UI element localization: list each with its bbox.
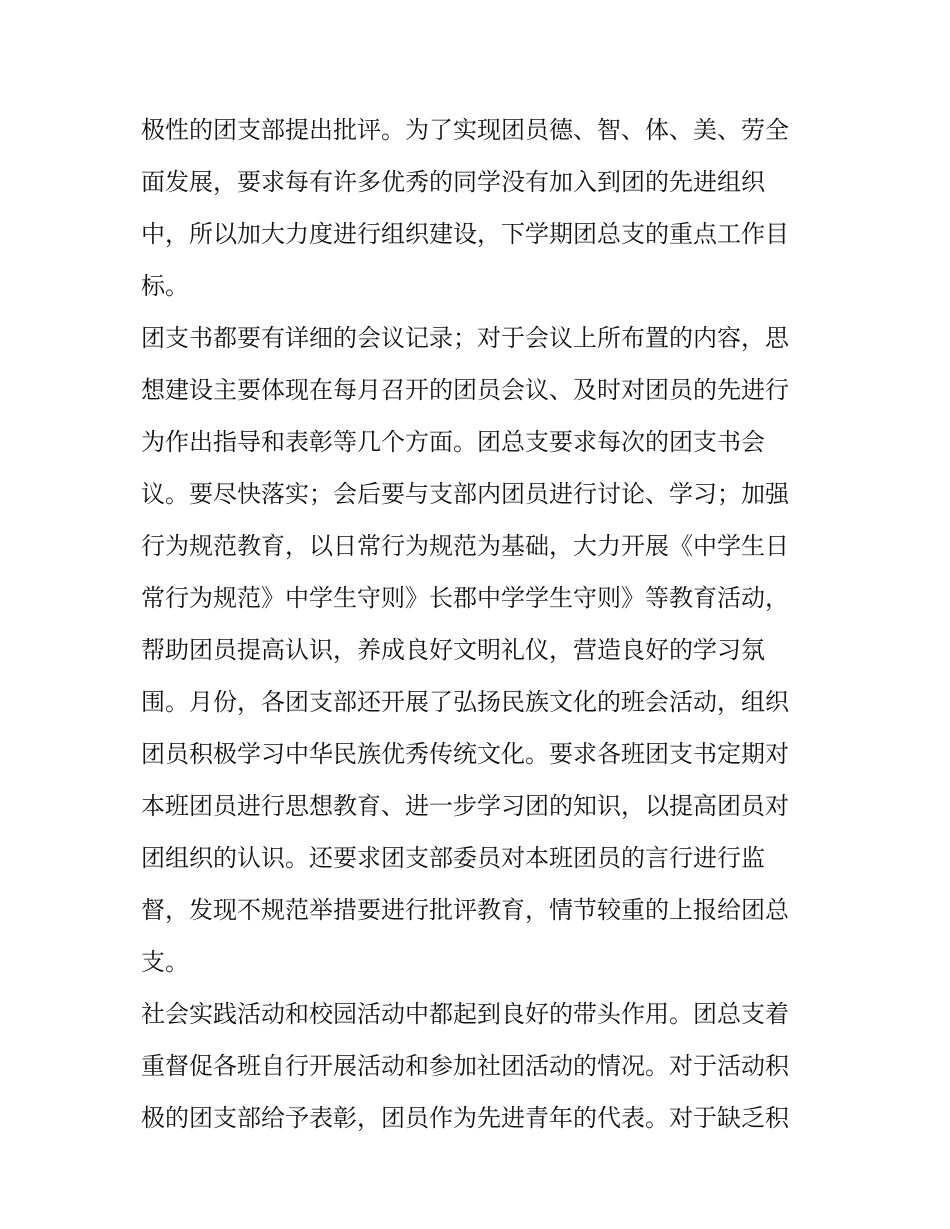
text-line: 团员积极学习中华民族优秀传统文化。要求各班团支书定期对 [141, 740, 789, 768]
text-line: 重督促各班自行开展活动和参加社团活动的情况。对于活动积 [141, 1052, 789, 1080]
text-line: 团组织的认识。还要求团支部委员对本班团员的言行进行监 [141, 844, 765, 872]
text-line: 极性的团支部提出批评。为了实现团员德、智、体、美、劳全 [141, 116, 789, 144]
text-line: 标。 [141, 272, 189, 300]
text-line: 支。 [141, 948, 189, 976]
text-line: 围。月份，各团支部还开展了弘扬民族文化的班会活动，组织 [141, 688, 789, 716]
text-line: 本班团员进行思想教育、进一步学习团的知识，以提高团员对 [141, 792, 789, 820]
text-line: 议。要尽快落实；会后要与支部内团员进行讨论、学习；加强 [141, 480, 789, 508]
text-line: 督，发现不规范举措要进行批评教育，情节较重的上报给团总 [141, 896, 789, 924]
text-line: 为作出指导和表彰等几个方面。团总支要求每次的团支书会 [141, 428, 765, 456]
text-line: 帮助团员提高认识，养成良好文明礼仪，营造良好的学习氛 [141, 636, 765, 664]
text-line: 行为规范教育，以日常行为规范为基础，大力开展《中学生日 [141, 532, 789, 560]
text-line: 极的团支部给予表彰，团员作为先进青年的代表。对于缺乏积 [141, 1104, 789, 1132]
text-line: 社会实践活动和校园活动中都起到良好的带头作用。团总支着 [141, 1000, 789, 1028]
text-line: 常行为规范》中学生守则》长郡中学学生守则》等教育活动， [141, 584, 789, 612]
document-body [141, 104, 813, 1144]
text-line: 面发展，要求每有许多优秀的同学没有加入到团的先进组织 [141, 168, 765, 196]
text-line: 团支书都要有详细的会议记录；对于会议上所布置的内容，思 [141, 324, 789, 352]
text-line: 想建设主要体现在每月召开的团员会议、及时对团员的先进行 [141, 376, 789, 404]
text-line: 中，所以加大力度进行组织建设，下学期团总支的重点工作目 [141, 220, 789, 248]
